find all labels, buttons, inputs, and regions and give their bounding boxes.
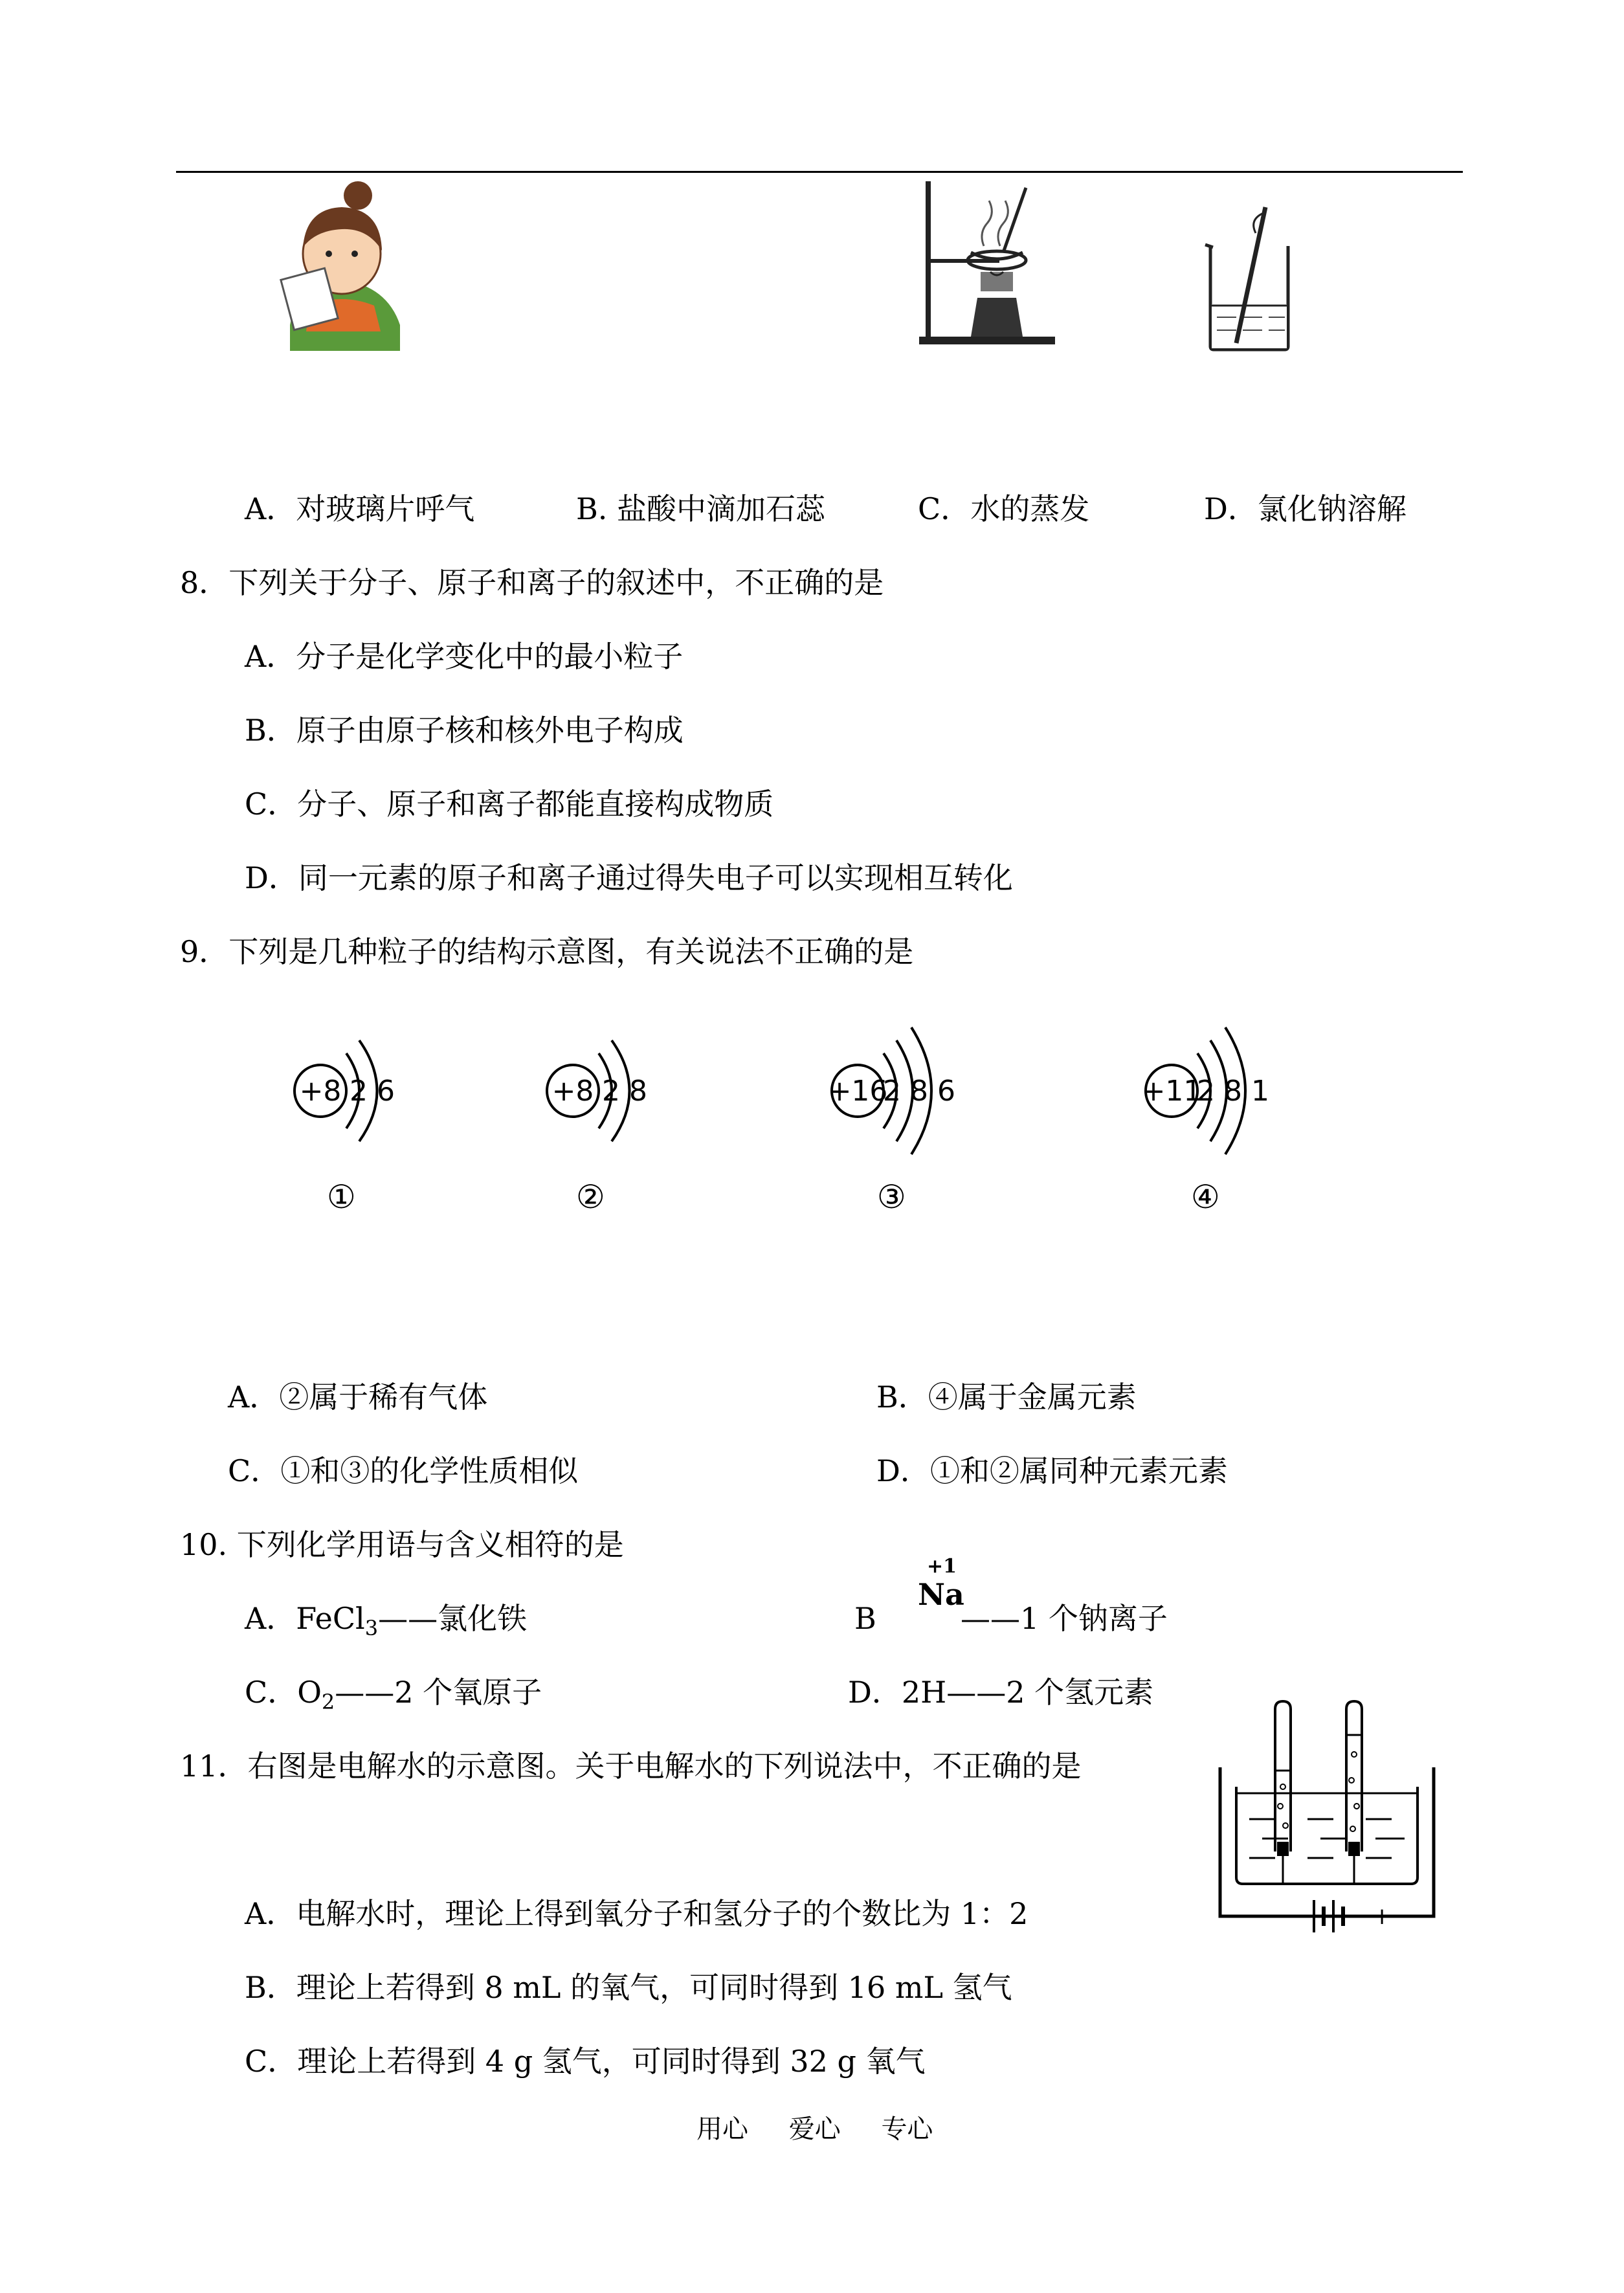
atom-3-electrons: 2 8 6 [883, 1075, 955, 1108]
q10-option-b-meaning: ——1 个钠离子 [961, 1601, 1168, 1636]
q7-option-c: C．水的蒸发 [918, 491, 1090, 526]
atom-structure-diagram-1 [285, 1000, 414, 1188]
q10-option-c: C．$O_2——2$ 个氧原子 [245, 1675, 542, 1714]
q9-option-c: C．①和③的化学性质相似 [228, 1453, 579, 1488]
q11-option-a: A．电解水时，理论上得到氧分子和氢分子的个数比为 1：2 [245, 1896, 1029, 1931]
q11-stem: 11．右图是电解水的示意图。关于电解水的下列说法中，不正确的是 [180, 1749, 1082, 1784]
q10-option-b-formula [918, 1555, 963, 1613]
atom-4-electrons: 2 8 1 [1197, 1075, 1269, 1108]
q10-option-d: D．2H——2 个氢元素 [848, 1675, 1154, 1710]
q8-stem: 8．下列关于分子、原子和离子的叙述中，不正确的是 [180, 565, 884, 600]
water-evaporation-apparatus [906, 175, 1068, 350]
atom-1-electrons: 2 6 [350, 1075, 395, 1108]
battery-minus-label: − [1269, 1903, 1289, 1930]
q7-option-a: A．对玻璃片呼气 [245, 491, 475, 526]
q8-option-c: C．分子、原子和离子都能直接构成物质 [245, 787, 774, 822]
q10-na-charge: +1 [927, 1555, 957, 1578]
footer-word-1: 用心 [696, 2114, 748, 2144]
water-electrolysis-diagram [1210, 1696, 1443, 1949]
q7-option-b: B. 盐酸中滴加石蕊 [576, 491, 826, 526]
atom-1-nucleus: +8 [299, 1075, 342, 1108]
atom-structure-diagram-2 [537, 1000, 667, 1188]
q10-option-a: A．FeCl$_3$——氯化铁 [245, 1601, 528, 1640]
girl-breathing-on-glass-illustration [271, 176, 413, 351]
q9-option-b: B．④属于金属元素 [876, 1380, 1137, 1415]
atom-2-label: ② [576, 1178, 605, 1216]
q9-stem: 9．下列是几种粒子的结构示意图，有关说法不正确的是 [180, 934, 914, 969]
q8-option-d: D．同一元素的原子和离子通过得失电子可以实现相互转化 [245, 860, 1013, 895]
atom-3-nucleus: +16 [827, 1075, 888, 1108]
atom-1-label: ① [327, 1178, 356, 1216]
atom-4-label: ④ [1191, 1178, 1220, 1216]
battery-plus-label: + [1372, 1903, 1392, 1930]
q10-option-b-prefix: B [854, 1601, 876, 1636]
atom-2-nucleus: +8 [551, 1075, 594, 1108]
q11-option-b: B．理论上若得到 8 mL 的氧气，可同时得到 16 mL 氢气 [245, 1970, 1012, 2005]
q8-option-b: B．原子由原子核和核外电子构成 [245, 713, 684, 748]
q8-option-a: A．分子是化学变化中的最小粒子 [245, 639, 684, 674]
q7-option-d: D．氯化钠溶解 [1204, 491, 1407, 526]
sodium-chloride-dissolving-beaker [1197, 194, 1301, 356]
q9-option-d: D．①和②属同种元素元素 [876, 1453, 1228, 1488]
atom-3-label: ③ [877, 1178, 906, 1216]
header-rule [176, 171, 1463, 173]
atom-structure-diagram-4 [1136, 1000, 1291, 1188]
q11-option-c: C．理论上若得到 4 g 氢气，可同时得到 32 g 氧气 [245, 2044, 926, 2079]
atom-2-electrons: 2 8 [602, 1075, 647, 1108]
footer-word-3: 专心 [881, 2114, 933, 2144]
atom-structure-diagram-3 [822, 1000, 977, 1188]
q10-na-symbol: Na [918, 1577, 964, 1612]
q9-option-a: A．②属于稀有气体 [228, 1380, 488, 1415]
page-footer [696, 2113, 965, 2145]
q10-stem: 10. 下列化学用语与含义相符的是 [180, 1527, 624, 1562]
atom-4-nucleus: +11 [1141, 1075, 1202, 1108]
footer-word-2: 爱心 [788, 2114, 841, 2144]
